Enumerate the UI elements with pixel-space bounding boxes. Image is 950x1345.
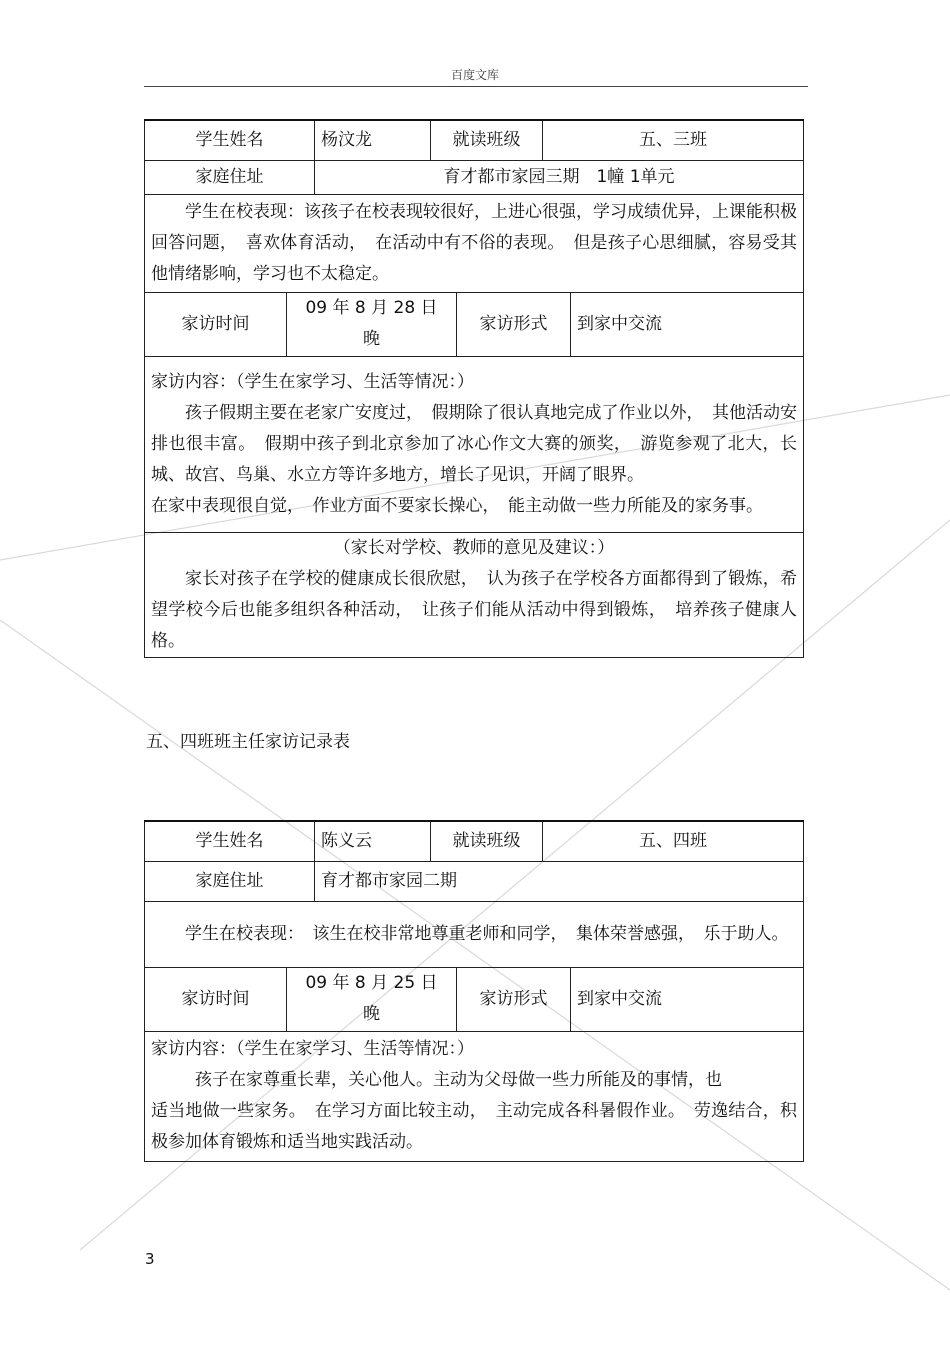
visit-content-paragraph-2: 在家中表现很自觉， 作业方面不要家长操心， 能主动做一些力所能及的家务事。 (151, 495, 763, 516)
visit-record-table-1 (144, 119, 804, 658)
visit-time-label: 家访时间 (145, 292, 287, 356)
visit-form: 到家中交流 (571, 967, 804, 1031)
visit-form-label: 家访形式 (457, 292, 571, 356)
school-performance: 学生在校表现：该孩子在校表现较很好，上进心很强，学习成绩优异，上课能积极回答问题， 喜欢体育活动， 在活动中有不俗的表现。 但是孩子心思细腻，容易受其他情绪影响，学习也不太稳定。 (145, 194, 804, 292)
visit-time-date: 09 年 8 月 25 日 (305, 973, 438, 993)
visit-time-evening: 晚 (363, 1004, 380, 1024)
parent-opinion (145, 532, 804, 657)
visit-content (145, 356, 804, 532)
page-number: 3 (145, 1250, 155, 1268)
visit-form: 到家中交流 (571, 292, 804, 356)
visit-content-label: 家访内容：（学生在家学习、生活等情况：） (151, 371, 474, 392)
student-class: 五、三班 (543, 120, 804, 160)
name-label: 学生姓名 (145, 120, 315, 160)
parent-opinion-label: （家长对学校、教师的意见及建议：） (333, 537, 615, 558)
header-rule (144, 86, 808, 87)
visit-form-label: 家访形式 (457, 967, 571, 1031)
home-address: 育才都市家园二期 (315, 861, 804, 901)
visit-record-table-2 (144, 820, 804, 1162)
visit-time-date: 09 年 8 月 28 日 (305, 298, 438, 318)
visit-time (287, 967, 457, 1031)
student-name: 杨汶龙 (315, 120, 431, 160)
class-label: 就读班级 (431, 120, 543, 160)
visit-content-label: 家访内容：（学生在家学习、生活等情况：） (151, 1039, 474, 1059)
home-address: 育才都市家园三期 1幢 1单元 (315, 160, 804, 194)
visit-content (145, 1031, 804, 1161)
visit-content-line-2: 适当地做一些家务。 在学习方面比较主动， 主动完成各科暑假作业。 劳逸结合，积极参加体育锻炼和适当地实践活动。 (151, 1101, 797, 1152)
student-class: 五、四班 (543, 821, 804, 861)
visit-content-line-1: 孩子在家尊重长辈，关心他人。主动为父母做一些力所能及的事情，也 (195, 1070, 722, 1090)
visit-content-paragraph-1: 孩子假期主要在老家广安度过， 假期除了很认真地完成了作业以外， 其他活动安排也很丰富。 假期中孩子到北京参加了冰心作文大赛的颁奖， 游览参观了北大，长城、故宫、鸟巢、水立方等许多地方，增长了见识，开阔了眼界。 (151, 402, 797, 485)
student-name: 陈义云 (315, 821, 431, 861)
visit-time (287, 292, 457, 356)
visit-time-label: 家访时间 (145, 967, 287, 1031)
school-performance: 学生在校表现： 该生在校非常地尊重老师和同学， 集体荣誉感强， 乐于助人。 (145, 901, 804, 967)
address-label: 家庭住址 (145, 861, 315, 901)
address-label: 家庭住址 (145, 160, 315, 194)
document-header: 百度文库 (450, 68, 499, 82)
section-title: 五、四班班主任家访记录表 (146, 732, 350, 752)
name-label: 学生姓名 (145, 821, 315, 861)
visit-time-evening: 晚 (363, 329, 380, 349)
parent-opinion-text: 家长对孩子在学校的健康成长很欣慰， 认为孩子在学校各方面都得到了锻炼，希望学校今后也能多组织各种活动， 让孩子们能从活动中得到锻炼， 培养孩子健康人格。 (151, 568, 797, 651)
class-label: 就读班级 (431, 821, 543, 861)
